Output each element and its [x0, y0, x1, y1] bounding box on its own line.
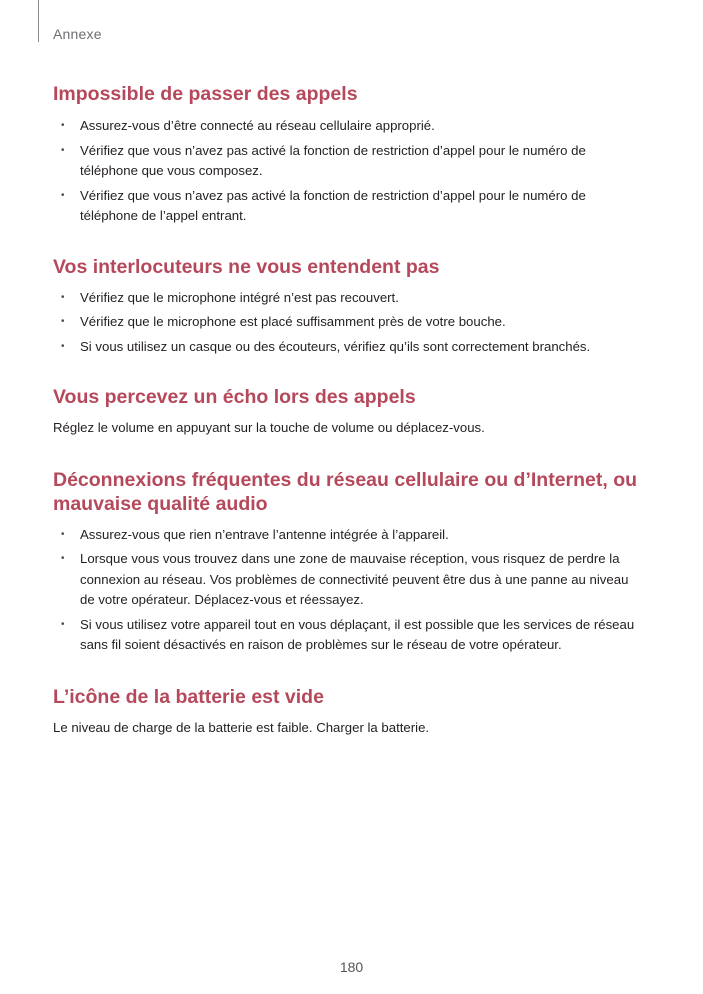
- bullet-list-calls: [53, 116, 643, 227]
- list-item: • Vérifiez que vous n’avez pas activé la fonction de restriction d’appel pour le numéro de téléphone de l’appel entrant.: [61, 187, 586, 223]
- bullet-icon: •: [61, 189, 65, 201]
- bullet-icon: •: [61, 316, 65, 327]
- bullet-icon: •: [61, 291, 65, 303]
- list-item: • Si vous utilisez un casque ou des écouteurs, vérifiez qu’ils sont correctement branchés.: [53, 337, 643, 358]
- list-item: • Vérifiez que le microphone intégré n’est pas recouvert.: [53, 288, 643, 309]
- bullet-icon: •: [61, 144, 65, 156]
- list-item: • Lorsque vous vous trouvez dans une zone de mauvaise réception, vous risquez de perdre la connexion au réseau. Vos problèmes de connectivité peuvent être dus à une panne au niveau de votre opérateur. Déplacez-vous et réessayez.: [61, 551, 629, 607]
- bullet-icon: •: [61, 120, 65, 131]
- section-heading-echo: Vous percevez un écho lors des appels: [53, 386, 416, 408]
- section-heading-not-heard: Vos interlocuteurs ne vous entendent pas: [53, 255, 440, 278]
- paragraph-echo: Réglez le volume en appuyant sur la touche de volume ou déplacez-vous.: [53, 420, 485, 435]
- list-item: • Vérifiez que le microphone est placé suffisamment près de votre bouche.: [53, 312, 643, 333]
- section-heading-disconnections: Déconnexions fréquentes du réseau cellulaire ou d’Internet, ou mauvaise qualité audio: [53, 468, 638, 515]
- bullet-icon: •: [61, 340, 65, 352]
- page-content: [53, 82, 643, 738]
- paragraph-battery: Le niveau de charge de la batterie est faible. Charger la batterie.: [53, 719, 430, 735]
- list-item: • Vérifiez que vous n’avez pas activé la fonction de restriction d’appel pour le numéro de téléphone que vous composez.: [61, 142, 586, 178]
- bullet-list-disconnections: [53, 525, 643, 656]
- bullet-icon: •: [61, 618, 65, 630]
- page-number: 180: [339, 959, 364, 975]
- list-item: • Si vous utilisez votre appareil tout en vous déplaçant, il est possible que les services de réseau sans fil soient désactivés en raison de problèmes sur le réseau de votre opérateur.: [61, 616, 635, 652]
- bullet-list-not-heard: [53, 288, 643, 358]
- running-header: Annexe: [53, 26, 102, 42]
- list-item: • Assurez-vous que rien n’entrave l’antenne intégrée à l’appareil.: [53, 525, 643, 546]
- bullet-icon: •: [61, 528, 65, 540]
- section-heading-calls: Impossible de passer des appels: [53, 83, 358, 105]
- bullet-icon: •: [61, 553, 65, 564]
- header-divider: [38, 0, 39, 42]
- section-heading-battery: L’icône de la batterie est vide: [53, 685, 324, 708]
- list-item: • Assurez-vous d’être connecté au réseau cellulaire approprié.: [53, 116, 643, 137]
